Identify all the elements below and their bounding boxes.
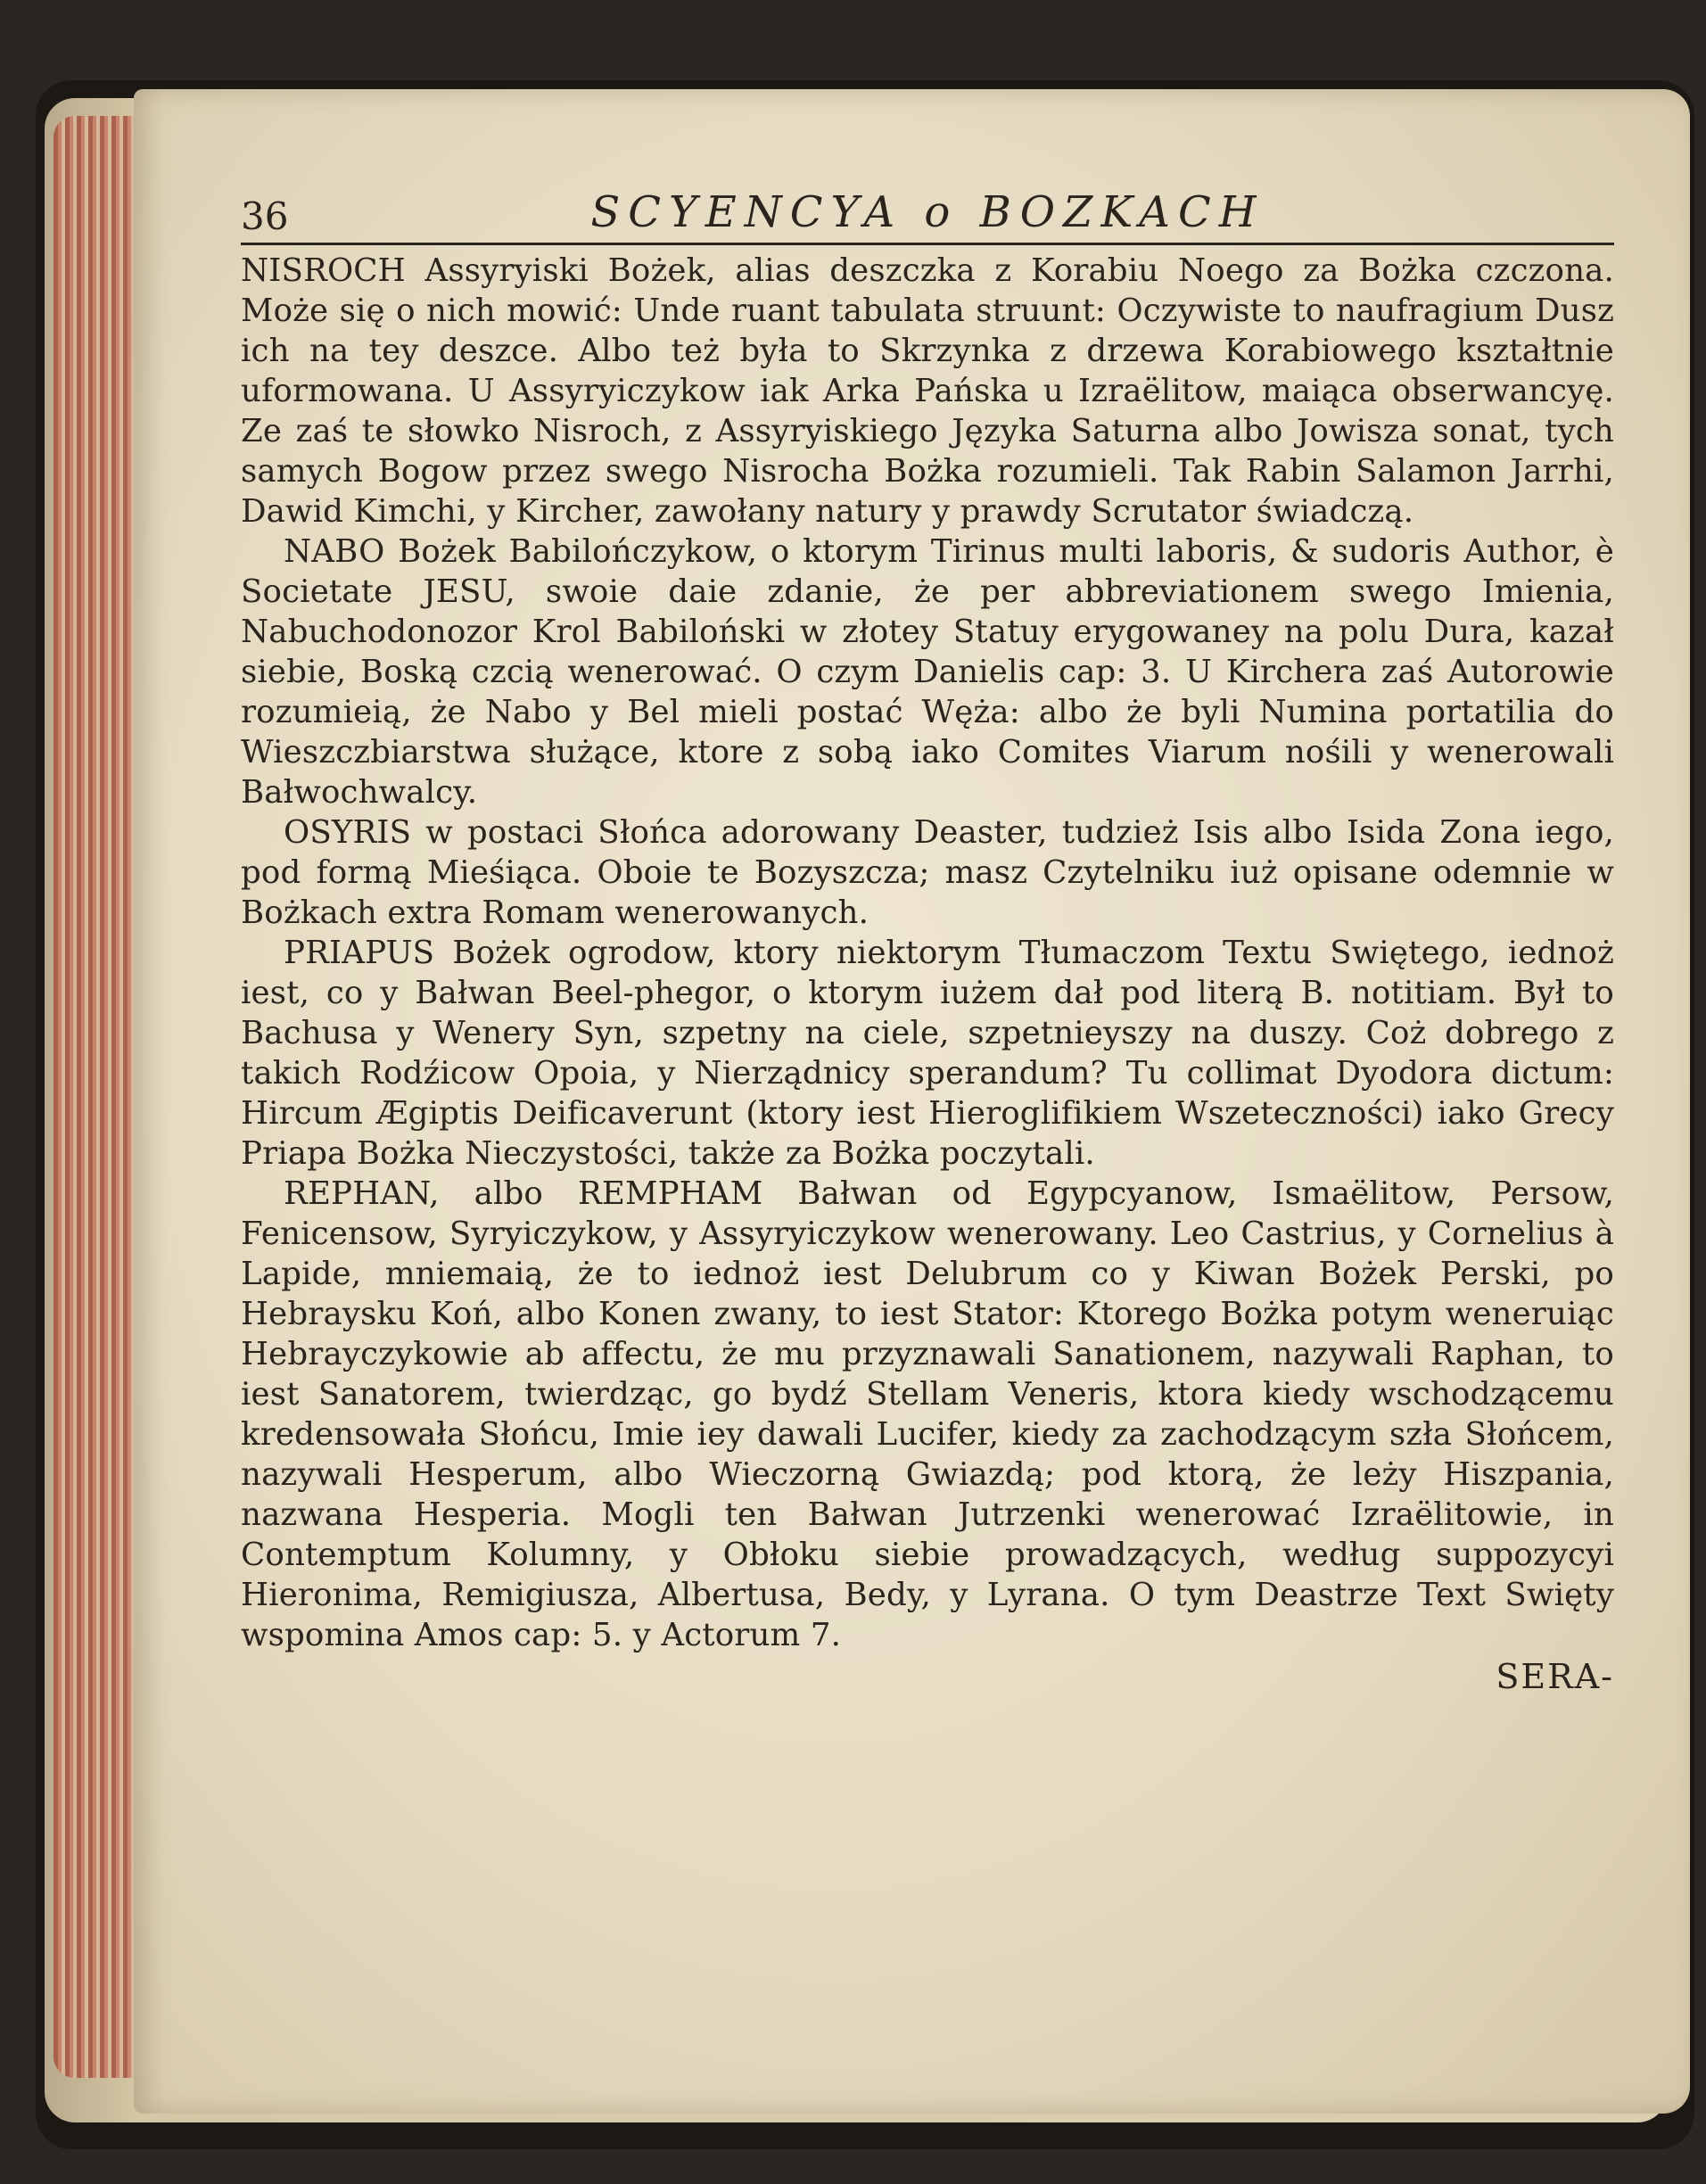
paragraph-nabo: NABO Bożek Babilończykow, o ktorym Tirinus multi laboris, & sudoris Author, è Societate JESU, swoie daie zdanie, że per abbreviationem swego Imienia, Nabuchodonozor Krol Babiloński w złotey Statuy erygowaney na polu Dura, kazał siebie, Boską czcią wenerować. O czym Danielis cap: 3. U Kirchera zaś Autorowie rozumieią, że Nabo y Bel mieli postać Węża: albo że byli Numina portatilia do Wieszczbiarstwa służące, ktore z sobą iako Comites Viarum nośili y wenerowali Bałwochwalcy. bbox=[241, 533, 1614, 811]
paragraph-priapus: PRIAPUS Bożek ogrodow, ktory niektorym Tłumaczom Textu Swiętego, iednoż iest, co y Bałwan Beel-phegor, o ktorym iużem dał pod literą B. notitiam. Był to Bachusa y Wenery Syn, szpetny na ciele, szpetnieyszy na duszy. Coż dobrego z takich Rodźicow Opoia, y Nierządnicy sperandum? Tu collimat Dyodora dictum: Hircum Ægiptis Deificaverunt (ktory iest Hieroglifikiem Wszeteczności) iako Grecy Priapa Bożka Nieczystości, także za Bożka poczytali. bbox=[241, 935, 1614, 1172]
paragraph-osyris: OSYRIS w postaci Słońca adorowany Deaster, tudzież Isis albo Isida Zona iego, pod formą Mieśiąca. Oboie te Bozyszcza; masz Czytelniku iuż opisane odemnie w Bożkach extra Romam wenerowanych. bbox=[241, 814, 1614, 931]
paragraph-nisroch: NISROCH Assyryiski Bożek, alias deszczka z Korabiu Noego za Bożka czczona. Może się o nich mowić: Unde ruant tabulata struunt: Oczywiste to naufragium Dusz ich na tey deszce. Albo też była to Skrzynka z drzewa Korabiowego kształtnie uformowana. U Assyryiczykow iak Arka Pańska u Izraëlitow, maiąca obserwancyę. Ze zaś te słowko Nisroch, z Assyryiskiego Języka Saturna albo Jowisza sonat, tych samych Bogow przez swego Nisrocha Bożka rozumieli. Tak Rabin Salamon Jarrhi, Dawid Kimchi, y Kircher, zawołany natury y prawdy Scrutator świadczą. bbox=[241, 252, 1614, 530]
body-text bbox=[241, 251, 1614, 1655]
red-page-edges bbox=[54, 116, 143, 2078]
page-header bbox=[241, 178, 1614, 248]
page-number: 36 bbox=[241, 194, 289, 238]
running-title: SCYENCYA o BOZKACH bbox=[590, 187, 1265, 237]
paragraph-rephan: REPHAN, albo REMPHAM Bałwan od Egypcyanow, Ismaëlitow, Persow, Fenicensow, Syryiczykow, y Assyryiczykow wenerowany. Leo Castrius, y Cornelius à Lapide, mniemaią, że to iednoż iest Delubrum co y Kiwan Bożek Perski, po Hebraysku Koń, albo Konen zwany, to iest Stator: Ktorego Bożka potym weneruiąc Hebrayczykowie ab affectu, że mu przyznawali Sanationem, nazywali Raphan, to iest Sanatorem, twierdząc, go bydź Stellam Veneris, ktora kiedy wschodzącemu kredensowała Słońcu, Imie iey dawali Lucifer, kiedy za zachodzącym szła Słońcem, nazywali Hesperum, albo Wieczorną Gwiazdą; pod ktorą, że leży Hiszpania, nazwana Hesperia. Mogli ten Bałwan Jutrzenki wenerować Izraëlitowie, in Contemptum Kolumny, y Obłoku siebie prowadzących, według suppozycyi Hieronima, Remigiusza, Albertusa, Bedy, y Lyrana. O tym Deastrze Text Swięty wspomina Amos cap: 5. y Actorum 7. bbox=[241, 1175, 1614, 1653]
catchword: SERA- bbox=[1496, 1657, 1614, 1696]
page-content bbox=[241, 178, 1614, 2033]
